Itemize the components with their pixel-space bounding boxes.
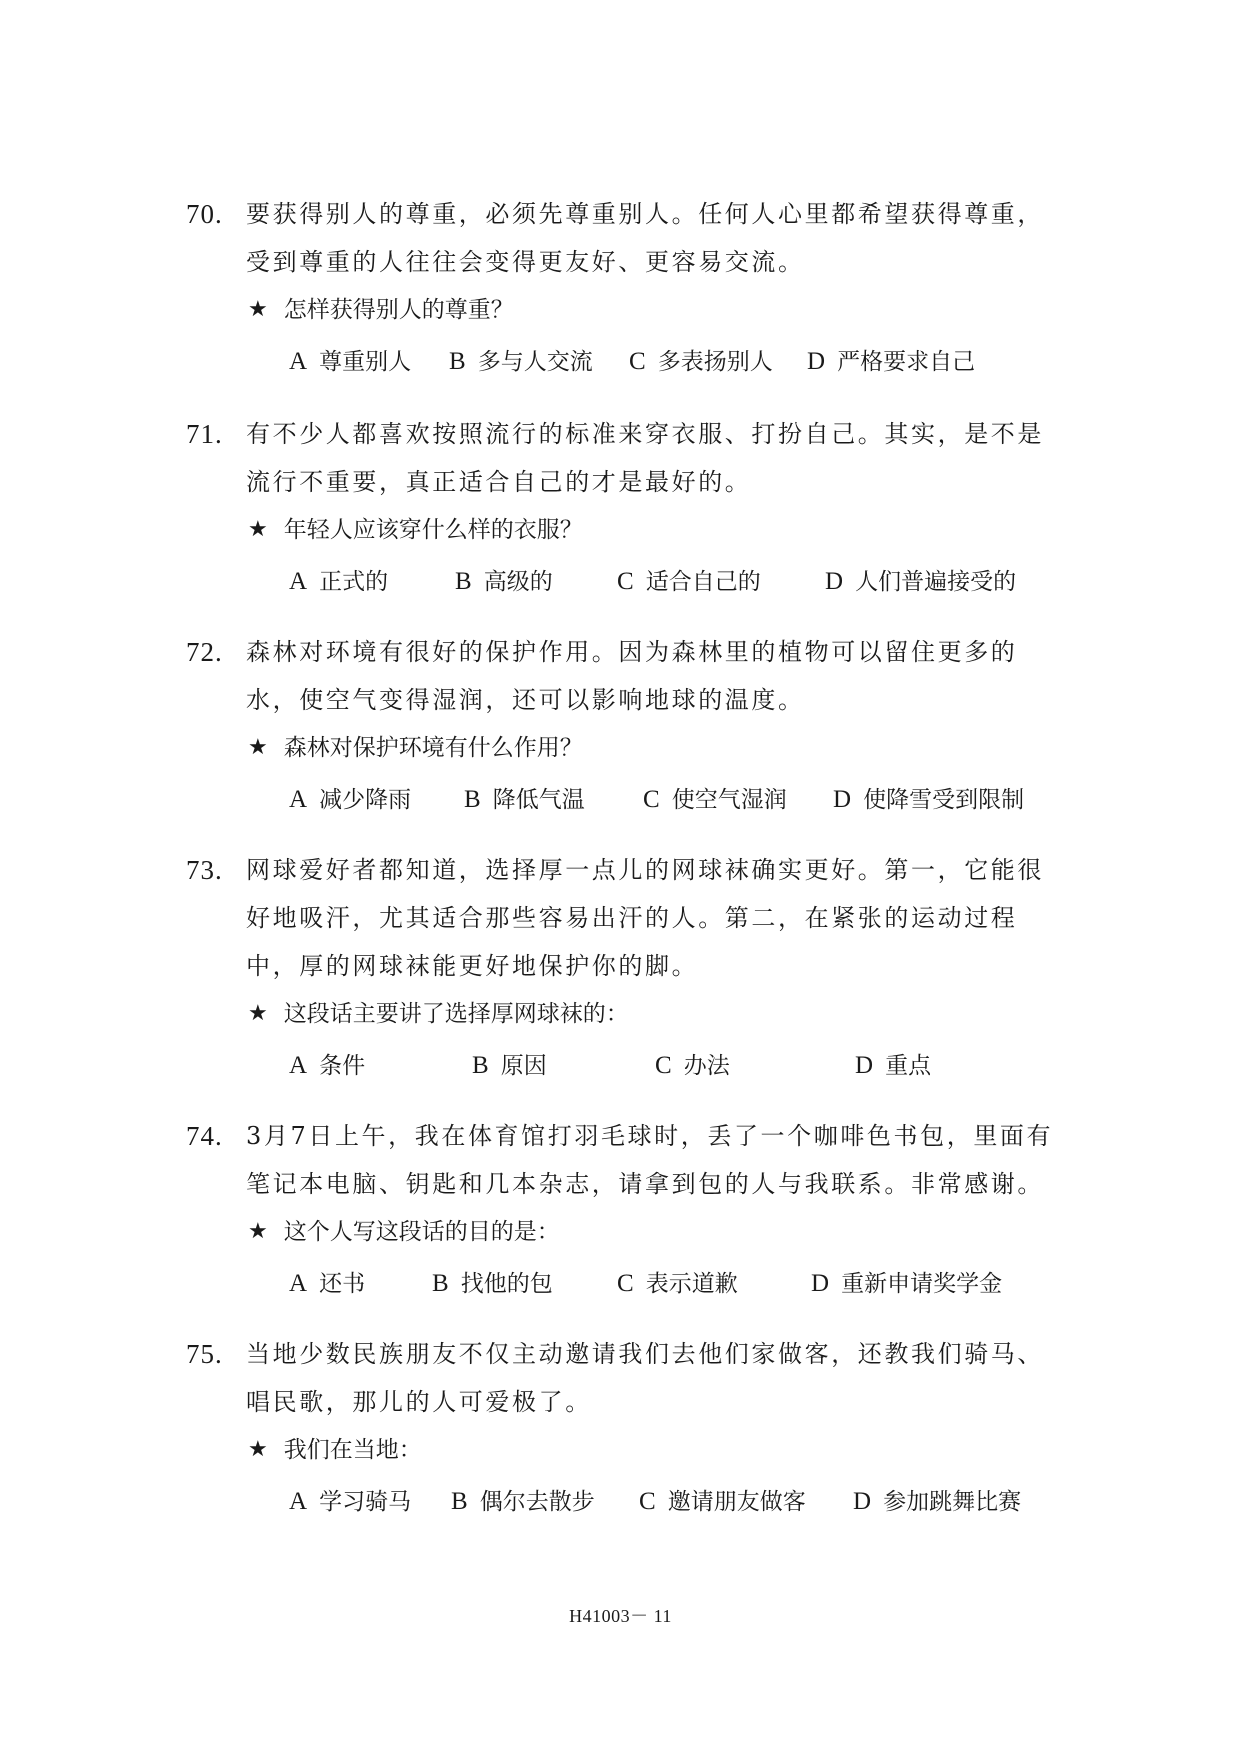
option-a[interactable] [289,1478,411,1526]
page-footer: H41003－ 11 [569,1606,672,1626]
question-prompt [248,1208,1056,1256]
option-text: 正式的 [319,569,389,595]
question-head [186,190,1056,286]
question-head [186,410,1056,506]
option-text: 重新申请奖学金 [841,1271,1003,1297]
option-d[interactable] [855,1042,931,1090]
star-icon: ★ [248,735,268,760]
option-a[interactable] [289,776,411,824]
question-70 [186,190,1056,386]
option-letter: C [629,348,646,375]
question-passage: 要获得别人的尊重，必须先尊重别人。任何人心里都希望获得尊重，受到尊重的人往往会变得更友好、更容易交流。 [246,200,1044,276]
question-73 [186,846,1056,1090]
option-letter: A [289,1270,308,1297]
option-a[interactable] [289,1260,365,1308]
answer-options [289,1478,1056,1526]
option-text: 高级的 [483,569,553,595]
prompt-text: 这个人写这段话的目的是： [283,1219,560,1245]
option-text: 使降雪受到限制 [863,787,1025,813]
option-a[interactable] [289,1042,365,1090]
question-prompt [248,990,1056,1038]
prompt-text: 我们在当地： [283,1437,422,1463]
question-71 [186,410,1056,606]
option-c[interactable] [617,558,761,606]
question-prompt [248,506,1056,554]
option-text: 还书 [319,1271,366,1297]
question-head [186,628,1056,724]
option-d[interactable] [807,338,975,386]
option-text: 学习骑马 [319,1489,412,1515]
answer-options [289,558,1056,606]
option-d[interactable] [811,1260,1002,1308]
option-letter: B [472,1052,489,1079]
option-letter: D [825,568,844,595]
question-74 [186,1112,1056,1308]
question-passage: 当地少数民族朋友不仅主动邀请我们去他们家做客，还教我们骑马、唱民歌，那儿的人可爱极了。 [246,1340,1044,1416]
question-number: 72. [186,637,223,667]
option-letter: A [289,786,308,813]
option-text: 严格要求自己 [837,349,976,375]
question-head [186,1112,1056,1208]
option-letter: B [451,1488,468,1515]
answer-options [289,338,1056,386]
question-head [186,1330,1056,1426]
option-text: 表示道歉 [645,1271,738,1297]
option-c[interactable] [617,1260,738,1308]
option-text: 条件 [319,1053,366,1079]
answer-options [289,1260,1056,1308]
question-number: 73. [186,855,223,885]
option-d[interactable] [825,558,1016,606]
question-prompt [248,1426,1056,1474]
option-letter: A [289,1488,308,1515]
option-a[interactable] [289,558,388,606]
question-head [186,846,1056,990]
option-text: 减少降雨 [319,787,412,813]
option-a[interactable] [289,338,411,386]
option-text: 邀请朋友做客 [667,1489,806,1515]
option-letter: A [289,1052,308,1079]
option-letter: D [833,786,852,813]
option-text: 偶尔去散步 [479,1489,595,1515]
star-icon: ★ [248,1219,268,1244]
prompt-text: 森林对保护环境有什么作用？ [283,735,583,761]
option-d[interactable] [853,1478,1021,1526]
option-letter: B [464,786,481,813]
question-prompt [248,286,1056,334]
option-c[interactable] [629,338,773,386]
star-icon: ★ [248,297,268,322]
option-text: 多表扬别人 [657,349,773,375]
option-b[interactable] [455,558,553,606]
option-text: 使空气湿润 [671,787,787,813]
star-icon: ★ [248,1437,268,1462]
option-letter: A [289,348,308,375]
question-passage: 有不少人都喜欢按照流行的标准来穿衣服、打扮自己。其实，是不是流行不重要，真正适合自己的才是最好的。 [246,420,1044,496]
star-icon: ★ [248,1001,268,1026]
answer-options [289,1042,1056,1090]
option-letter: D [855,1052,874,1079]
option-text: 降低气温 [492,787,585,813]
option-c[interactable] [643,776,787,824]
answer-options [289,776,1056,824]
option-text: 适合自己的 [645,569,761,595]
option-text: 参加跳舞比赛 [883,1489,1022,1515]
option-letter: D [811,1270,830,1297]
option-b[interactable] [472,1042,547,1090]
option-text: 办法 [683,1053,730,1079]
option-b[interactable] [432,1260,553,1308]
option-c[interactable] [639,1478,806,1526]
option-letter: C [639,1488,656,1515]
question-passage: 网球爱好者都知道，选择厚一点儿的网球袜确实更好。第一，它能很好地吸汗，尤其适合那些容易出汗的人。第二，在紧张的运动过程中，厚的网球袜能更好地保护你的脚。 [246,856,1044,980]
option-text: 尊重别人 [319,349,412,375]
prompt-text: 这段话主要讲了选择厚网球袜的： [283,1001,629,1027]
option-letter: D [807,348,826,375]
prompt-text: 怎样获得别人的尊重？ [283,297,514,323]
option-d[interactable] [833,776,1024,824]
question-number: 70. [186,199,223,229]
option-letter: A [289,568,308,595]
option-b[interactable] [449,338,593,386]
option-text: 多与人交流 [477,349,593,375]
question-number: 75. [186,1339,223,1369]
option-letter: D [853,1488,872,1515]
option-b[interactable] [464,776,585,824]
prompt-text: 年轻人应该穿什么样的衣服？ [283,517,583,543]
question-number: 71. [186,419,223,449]
question-prompt [248,724,1056,772]
star-icon: ★ [248,517,268,542]
option-c[interactable] [655,1042,730,1090]
question-number: 74. [186,1121,223,1151]
option-letter: B [432,1270,449,1297]
option-text: 原因 [500,1053,547,1079]
option-letter: C [617,1270,634,1297]
option-letter: B [455,568,472,595]
option-text: 人们普遍接受的 [855,569,1017,595]
option-letter: C [643,786,660,813]
option-letter: B [449,348,466,375]
question-72 [186,628,1056,824]
option-text: 找他的包 [460,1271,553,1297]
question-passage: 森林对环境有很好的保护作用。因为森林里的植物可以留住更多的水，使空气变得湿润，还可以影响地球的温度。 [246,638,1018,714]
question-75 [186,1330,1056,1526]
option-letter: C [655,1052,672,1079]
question-passage: 3月7日上午，我在体育馆打羽毛球时，丢了一个咖啡色书包，里面有笔记本电脑、钥匙和几本杂志，请拿到包的人与我联系。非常感谢。 [246,1122,1054,1198]
option-b[interactable] [451,1478,595,1526]
option-text: 重点 [885,1053,932,1079]
option-letter: C [617,568,634,595]
